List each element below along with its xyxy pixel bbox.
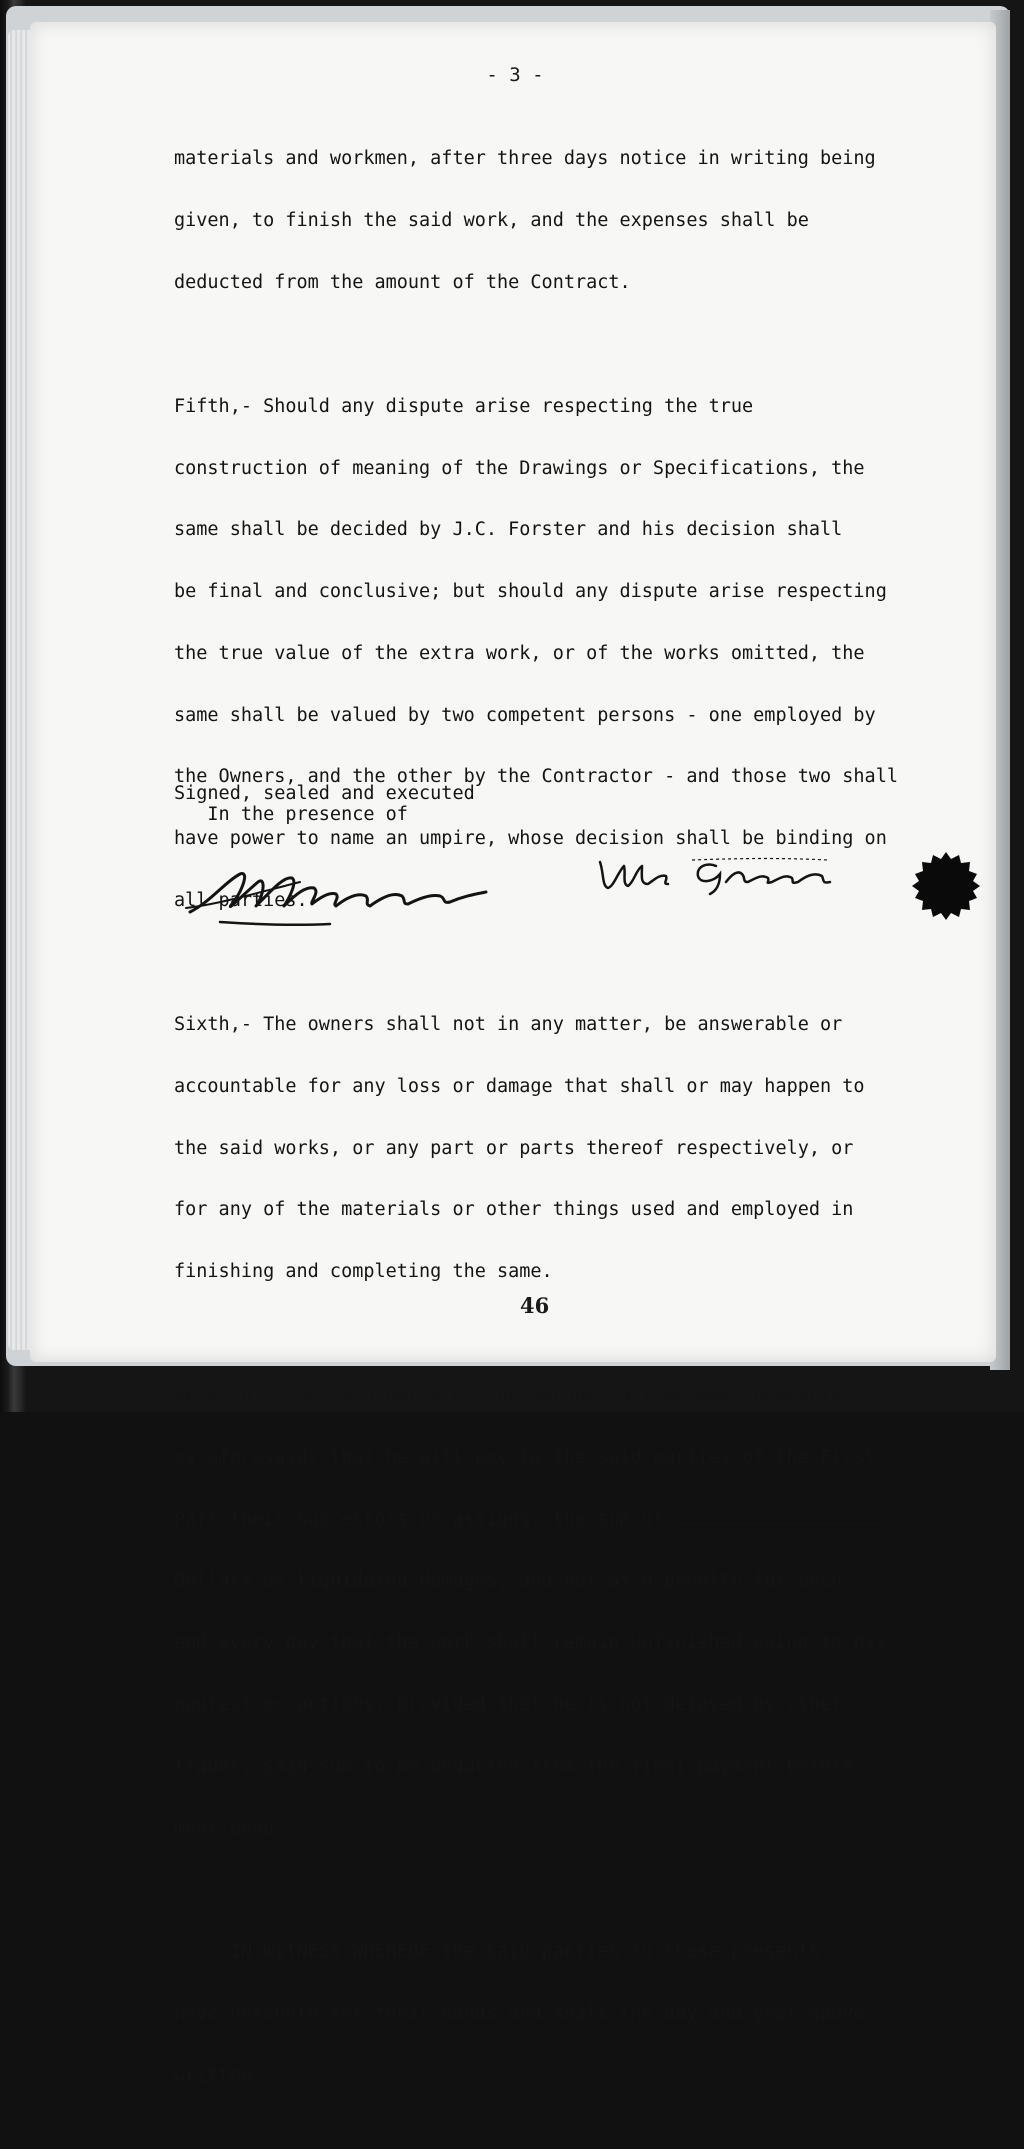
text-line: Dollars as liquidated damages, and not as a penalty for each [174,1570,843,1592]
paragraph-sixth [174,974,974,1324]
text-line: Sixth,- The owners shall not in any matter, be answerable or [174,1013,843,1035]
text-line: Part their successors or assigns, the sum of [174,1508,665,1530]
text-line: accountable for any loss or damage that shall or may happen to [174,1075,865,1097]
text-line: deducted from the amount of the Contract. [174,271,631,293]
text-line: mentioned. [174,1817,286,1839]
text-line: same shall be decided by J.C. Forster and his decision shall [174,519,843,541]
text-line: given, to finish the said work, and the expenses shall be [174,209,809,231]
text-line: same shall be valued by two competent persons - one employed by [174,704,876,726]
text-line-with-blank [174,1510,974,1531]
page-header-marker: - 3 - [486,64,544,86]
signed-sealed-line: Signed, sealed and executed [174,783,475,804]
text-line: neglect or actions, provided that he is not delayed by other [174,1693,843,1715]
text-line: construction of meaning of the Drawings or Specifications, the [174,457,865,479]
text-line: for any of the materials or other things used and employed in [174,1199,854,1221]
folio-number: 46 [520,1293,550,1318]
witness-signature [180,852,500,932]
text-line: Seventh,- The said party of the Second Part hereby covenants [174,1385,843,1407]
text-line: finishing and completing the same. [174,1261,553,1283]
paragraph-continuation [174,108,974,335]
text-line: written. [174,2065,264,2087]
text-line: as aforesaid, that he will pay to the said parties of the First [174,1446,876,1468]
text-line: trades, said sum to be deducted from the final payment before [174,1755,854,1777]
signature-block [174,784,475,825]
text-line: and every day that the work shall remain unfinished owing to his [174,1632,887,1654]
text-line: the Owners, and the other by the Contractor - and those two shall [174,766,898,788]
paragraph-witness [174,1901,974,2128]
text-line: the said works, or any part or parts thereof respectively, or [174,1137,854,1159]
text-line: Fifth,- Should any dispute arise respecting the true [174,395,754,417]
presence-line: In the presence of [174,803,408,825]
amount-blank-line [675,1510,885,1525]
party-signature [596,852,856,900]
text-line: the true value of the extra work, or of the works omitted, the [174,642,865,664]
document-body [174,108,974,2149]
text-line: have power to name an umpire, whose decision shall be binding on [174,828,887,850]
text-line: have hereunto set their hands and seals the day and year above [174,2003,865,2025]
text-line: be final and conclusive; but should any dispute arise respecting [174,581,887,603]
text-line: IN WITNESS WHEREOF the said parties to these presents [174,1941,821,1963]
paragraph-seventh [174,1345,974,1880]
text-line: materials and workmen, after three days notice in writing being [174,148,876,170]
seal-stamp-icon [910,850,982,922]
text-line: all parties. [174,889,308,911]
